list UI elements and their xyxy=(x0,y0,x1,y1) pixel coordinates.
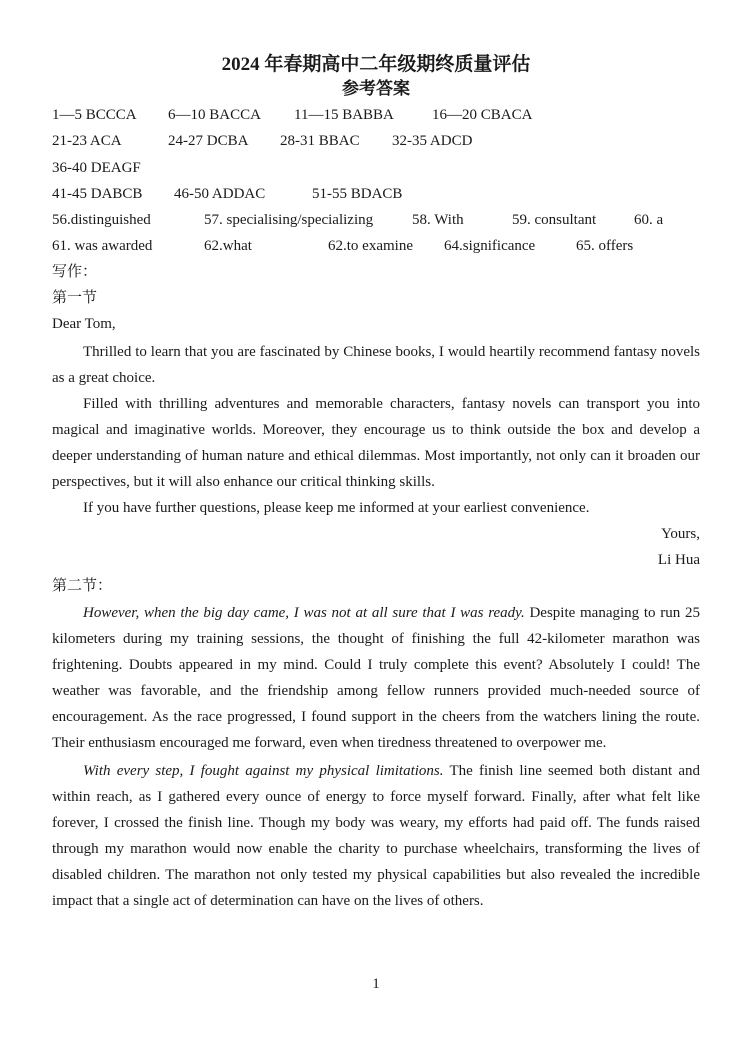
answer-item: 11—15 BABBA xyxy=(294,107,394,123)
answer-row-6 xyxy=(0,235,752,257)
writing-heading: 写作： xyxy=(52,264,98,280)
page-number: 1 xyxy=(372,976,380,992)
section2-heading: 第二节： xyxy=(52,578,113,594)
answer-item: 51-55 BDACB xyxy=(312,186,403,202)
answer-item: 46-50 ADDAC xyxy=(174,186,266,202)
answer-row-5 xyxy=(0,209,752,231)
page-title: 2024 年春期高中二年级期终质量评估 xyxy=(221,54,531,75)
answer-item: 65. offers xyxy=(576,238,634,254)
answer-item: 57. specialising/specializing xyxy=(204,212,374,228)
answer-item: 28-31 BBAC xyxy=(280,133,360,149)
answer-item: 56.distinguished xyxy=(52,212,151,228)
answer-item: 62.what xyxy=(204,238,252,254)
letter-paragraph-1: Thrilled to learn that you are fascinated by Chinese books, I would heartily recommend fantasy novels as a great choice. xyxy=(52,344,700,387)
answer-item: 21-23 ACA xyxy=(52,133,122,149)
answer-item: 1—5 BCCCA xyxy=(52,107,137,123)
answer-row-3 xyxy=(0,157,752,179)
answer-item: 64.significance xyxy=(444,238,536,254)
story-paragraph-2 xyxy=(52,758,700,915)
answer-row-4 xyxy=(0,183,752,205)
answer-item: 36-40 DEAGF xyxy=(52,160,141,176)
answer-item: 62.to examine xyxy=(328,238,413,254)
answer-item: 60. a xyxy=(634,212,664,228)
story-lead-sentence-2: With every step, I fought against my physical limitations. xyxy=(83,763,444,779)
page-subtitle: 参考答案 xyxy=(342,79,410,98)
story-paragraph-1 xyxy=(52,600,700,757)
answer-item: 41-45 DABCB xyxy=(52,186,143,202)
letter-paragraph-2: Filled with thrilling adventures and memorable characters, fantasy novels can transport you into magical and imaginative worlds. Moreover, they encourage us to think outside the box and develop a deeper understanding of human nature and ethical dilemmas. Most importantly, not only can it broaden our perspectives, but it will also enhance our critical thinking skills. xyxy=(52,396,700,491)
letter-paragraph-3: If you have further questions, please keep me informed at your earliest convenience. xyxy=(83,500,590,516)
answer-item: 58. With xyxy=(412,212,464,228)
letter-closing: Yours, xyxy=(661,526,700,542)
answer-item: 6—10 BACCA xyxy=(168,107,261,123)
section1-heading: 第一节 xyxy=(52,290,98,306)
answer-item: 24-27 DCBA xyxy=(168,133,249,149)
answer-row-2 xyxy=(0,130,752,152)
answer-item: 16—20 CBACA xyxy=(432,107,533,123)
answer-item: 61. was awarded xyxy=(52,238,153,254)
letter-greeting: Dear Tom, xyxy=(52,316,116,332)
answer-item: 59. consultant xyxy=(512,212,597,228)
answer-row-1 xyxy=(0,104,752,126)
story-body-1: Despite managing to run 25 kilometers during my training sessions, the thought of finishing the full 42-kilometer marathon was frightening. Doubts appeared in my mind. Could I truly complete this event? Absolutely I could! The weather was favorable, and the friendship among fellow runners provided much-needed source of encouragement. As the race progressed, I found support in the cheers from the watchers lining the route. Their enthusiasm encouraged me forward, even when tiredness threatened to overpower me. xyxy=(52,605,700,752)
answer-item: 32-35 ADCD xyxy=(392,133,473,149)
story-lead-sentence-1: However, when the big day came, I was not at all sure that I was ready. xyxy=(83,605,525,621)
story-body-2: The finish line seemed both distant and within reach, as I gathered every ounce of energy to force myself forward. Finally, after what felt like forever, I crossed the finish line. Though my body was weary, my efforts had paid off. The funds raised through my marathon would now enable the charity to purchase wheelchairs, transforming the lives of disabled children. The marathon not only tested my physical capabilities but also revealed the incredible impact that a single act of determination can have on the lives of others. xyxy=(52,763,700,910)
letter-signature: Li Hua xyxy=(657,552,700,568)
